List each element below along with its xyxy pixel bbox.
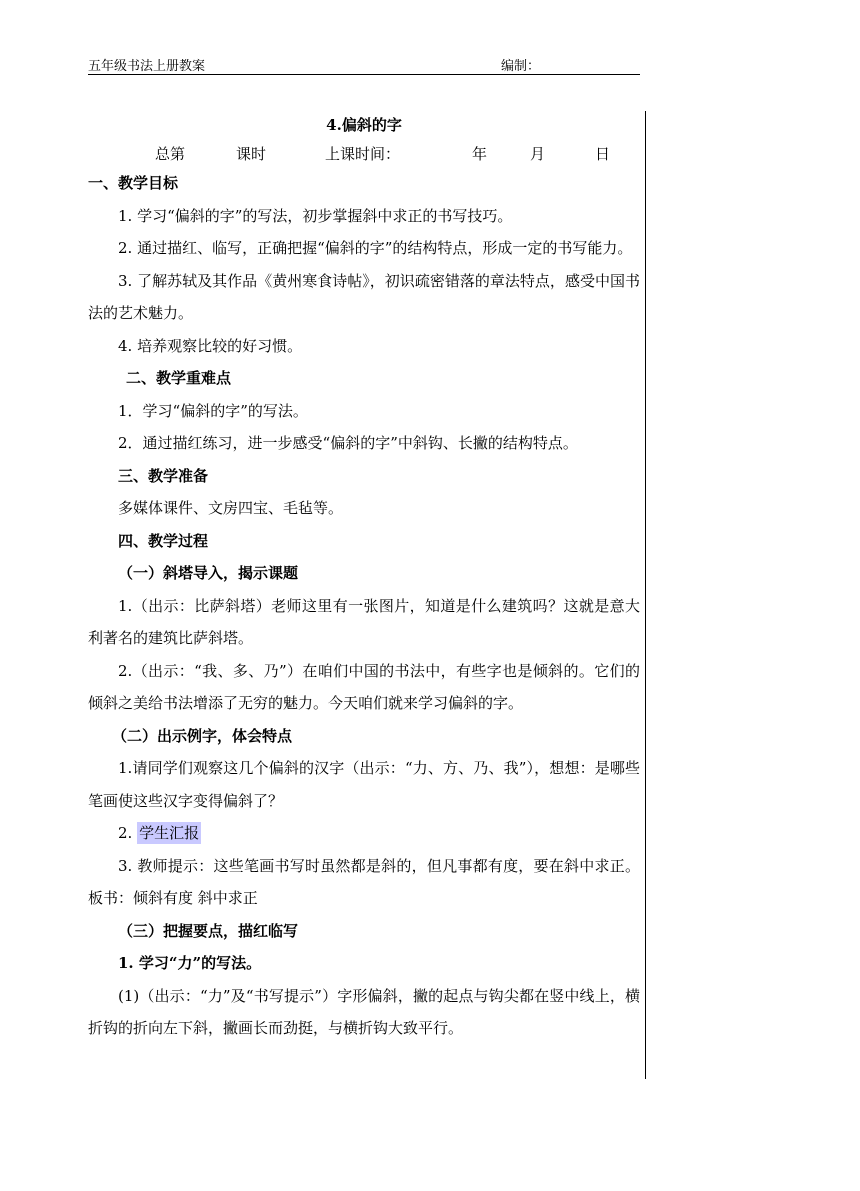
lesson-content	[88, 113, 640, 1045]
header-course-title: 五年级书法上册教案	[88, 59, 206, 74]
keypoint-item: 2．通过描红练习，进一步感受“偏斜的字”中斜钩、长撇的结构特点。	[118, 434, 578, 452]
meta-time-label: 上课时间：	[325, 145, 401, 163]
process-item	[88, 817, 640, 850]
item-number: 2.	[118, 824, 133, 842]
objective-item: 4. 培养观察比较的好习惯。	[118, 336, 303, 355]
highlighted-text: 学生汇报	[139, 824, 200, 842]
process-item: 2.（出示：“我、多、乃”）在咱们中国的书法中，有些字也是倾斜的。它们的倾斜之美给书法增添了无穷的魅力。今天咱们就来学习偏斜的字。	[88, 661, 640, 712]
lesson-title: 4.偏斜的字	[326, 116, 402, 134]
header-editor-label: 编制：	[501, 59, 541, 74]
objective-item: 1. 学习“偏斜的字”的写法，初步掌握斜中求正的书写技巧。	[118, 206, 513, 225]
section-heading: 一、教学目标	[88, 174, 179, 192]
meta-month: 月	[530, 145, 546, 163]
lesson-meta-row	[88, 137, 640, 167]
subsection-heading: （三）把握要点，描红临写	[118, 921, 299, 940]
subsection-heading: （二）出示例字，体会特点	[112, 726, 293, 745]
subsection-heading: （一）斜塔导入，揭示课题	[118, 564, 299, 582]
meta-total: 总第	[155, 145, 186, 163]
right-border-line	[645, 111, 646, 1079]
subsection-subheading: 1. 学习“力”的写法。	[118, 954, 262, 972]
meta-day: 日	[595, 145, 611, 163]
section-heading: 三、教学准备	[118, 466, 209, 485]
section-heading: 四、教学过程	[118, 531, 209, 550]
keypoint-item: 1．学习“偏斜的字”的写法。	[118, 401, 308, 420]
process-item: (1)（出示：“力”及“书写提示”）字形偏斜，撇的起点与钩尖都在竖中线上，横折钩的折向左下斜，撇画长而劲挺，与横折钩大致平行。	[88, 986, 640, 1037]
meta-period: 课时	[236, 145, 267, 163]
process-item: 1.请同学们观察这几个偏斜的汉字（出示：“力、方、乃、我”），想想：是哪些笔画使这些汉字变得偏斜了？	[88, 759, 640, 810]
process-item: 1.（出示：比萨斜塔）老师这里有一张图片，知道是什么建筑吗？这就是意大利著名的建筑比萨斜塔。	[88, 596, 640, 647]
process-item: 3. 教师提示：这些笔画书写时虽然都是斜的，但凡事都有度，要在斜中求正。 板书：倾斜有度 斜中求正	[88, 856, 640, 907]
objective-item: 2. 通过描红、临写，正确把握“偏斜的字”的结构特点，形成一定的书写能力。	[118, 239, 633, 257]
objective-item: 3. 了解苏轼及其作品《黄州寒食诗帖》，初识疏密错落的章法特点，感受中国书法的艺术魅力。	[88, 271, 640, 322]
preparation-text: 多媒体课件、文房四宝、毛毡等。	[118, 499, 344, 517]
meta-year: 年	[472, 145, 488, 163]
page-header	[88, 54, 640, 75]
section-heading: 二、教学重难点	[126, 369, 232, 387]
